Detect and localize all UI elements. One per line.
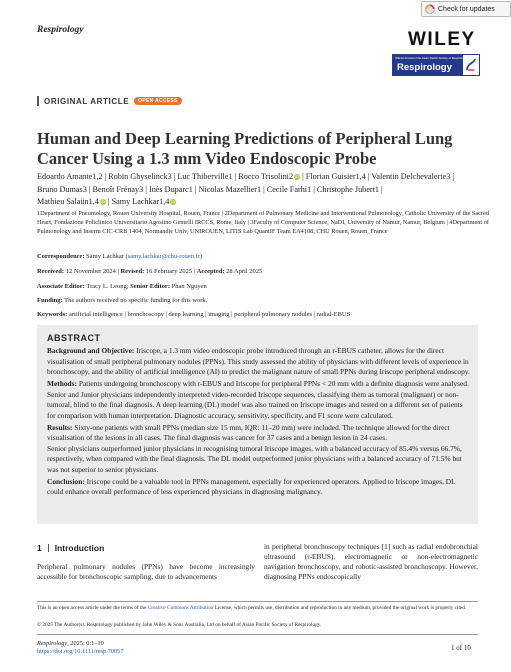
orcid-icon[interactable]: iD (100, 199, 105, 204)
abstract-heading: ABSTRACT (47, 333, 101, 343)
abstract-conclusion: Conclusion: Iriscope could be a valuable tool in PPNs management, especially for experienced operators. Applied to Iriscope images, DL could enhance overall performance of less experienced physicians in diagnosing malignancy. (47, 476, 456, 496)
check-for-updates-badge[interactable] (421, 1, 511, 17)
intro-column-2: in peripheral bronchoscopy techniques [1] such as radial endobronchial ultrasound (r-EBUS), electromagnetic or non-electromagnetic navigation bronchoscopy, and robotic-assisted bronchoscopy. However, diagnosing PPNs endoscopically (264, 542, 478, 581)
section-title: Introduction (54, 543, 105, 553)
citation: Respirology, 2025; 0:1–10 https://doi.org/10.1111/resp.70057 (37, 640, 124, 655)
divider (37, 96, 39, 106)
correspondence-email-link[interactable]: samy.lachkar@chu-rouen.fr (127, 253, 201, 260)
authors-line-3: Mathieu Salaün1,4 (37, 197, 99, 206)
editors: Associate Editor: Tracy L. Leong; Senior Editor: Phan Nguyen (37, 283, 207, 290)
authors-line-1-tail: | Florian Guisier1,4 | Valentin Delchevalerie3 | (300, 172, 454, 181)
license-link[interactable]: Creative Commons Attribution (147, 605, 214, 611)
authors-line-2: Bruno Dumas3 | Benoît Frénay3 | Inès Duparc1 | Nicolas Mazellier1 | Cecile Farhi1 | Christophe Jubert1 | (37, 184, 383, 194)
abstract-background: Background and Objective: Iriscope, a 1.3 mm video endoscopic probe introduced through an r-EBUS catheter, allows for the direct visualisation of small peripheral pulmonary nodules (PPNs). This study assessed the ability of physicians with different levels of experience in bronchoscopy, and the ability of artificial intelligence (AI) to predict the malignant nature of small PPNs during Iriscope peripheral endoscopy. (47, 346, 470, 376)
publisher-logo: WILEY (408, 29, 476, 50)
abstract-results-2: Senior physicians outperformed junior physicians in recognising tumoral Iriscope images, with a balanced accuracy of 85.4% versus 66.7%, respectively, when compared with the final diagnosis. The DL model outperformed junior physicians with a balanced accuracy of 71.5% but was not superior to senior physicians. (47, 443, 462, 474)
article-title (37, 129, 477, 169)
respirology-journal-logo (392, 54, 480, 76)
article-dates: Received: 12 November 2024 | Revised: 16 February 2025 | Accepted: 28 April 2025 (37, 268, 263, 275)
article-type-row (37, 96, 182, 106)
keywords: Keywords: artificial intelligence | bronchoscopy | deep learning | imaging | peripheral pulmonary nodules | radial-EBUS (37, 311, 351, 318)
footer-divider (37, 601, 478, 602)
section-number: 1 (37, 543, 42, 553)
license-note: This is an open access article under the terms of the Creative Commons Attribution License, which permits use, distribution and reproduction in any medium, provided the original work is properly cited. (37, 605, 467, 611)
logo-title: Respirology (397, 62, 452, 73)
authors-line-3-tail: | Samy Lachkar1,4 (105, 197, 170, 206)
open-access-badge: OPEN ACCESS (134, 97, 182, 105)
check-for-updates-label: Check for updates (438, 5, 495, 13)
affiliations: 1Department of Pneumology, Rouen University Hospital, Rouen, France | 2Department of Pulmonary Medicine and Interventional Pulmonology, Catholic University of the Sacred Heart, Fondazione Policlinico Universitario Agostino Gemelli IRCCS, Rome, Italy | 3Faculty of Computer Science, NaDI, University of Namur, Namur, Belgium | 4Department of Pulmonology and Inserm CIC-CRB 1404, Normandie Univ, UNIROUEN, LITIS Lab QuantIF Team EA4108, CHU Rouen, Rouen, France (37, 210, 489, 235)
bottom-divider (37, 634, 478, 635)
copyright-note: © 2025 The Author(s). Respirology published by John Wiley & Sons Australia, Ltd on behalf of Asian Pacific Society of Respirology. (37, 622, 322, 628)
title-line-2: Cancer Using a 1.3 mm Video Endoscopic Probe (37, 149, 377, 168)
abstract-box (37, 325, 478, 524)
author-list (37, 171, 497, 209)
page-number: 1 of 10 (451, 644, 471, 652)
orcid-icon[interactable]: iD (171, 199, 176, 204)
abstract-methods: Methods: Patients undergoing bronchoscopy with r-EBUS and Iriscope for peripheral PPNs < 20 mm with a definite diagnosis were analysed. Senior and Junior physicians independently interpreted video-recorded Iriscope sequences, classifying them as tumoral (malignant) or non-tumoral, blind to the final diagnosis. A deep learning (DL) model was also trained on Iriscope images and tested on a different set of patients for comparison with human interpretation. Diagnostic accuracy, sensitivity, specificity, and F1 score were calculated. (47, 379, 469, 420)
logo-subtitle: Official Journal of the Asian Pacific Society of Respirology (395, 56, 467, 60)
title-line-1: Human and Deep Learning Predictions of Peripheral Lung (37, 129, 453, 148)
doi-link[interactable]: https://doi.org/10.1111/resp.70057 (37, 648, 124, 655)
correspondence: Correspondence: Samy Lachkar (samy.lachkar@chu-rouen.fr) (37, 253, 203, 260)
orcid-icon[interactable]: iD (295, 174, 299, 179)
authors-line-1: Edoardo Amante1,2 | Robin Ghyselinck3 | Luc Thiberville1 | Rocco Trisolini2 (37, 172, 294, 181)
article-type: ORIGINAL ARTICLE (44, 96, 130, 106)
funding: Funding: The authors received no specific funding for this work. (37, 297, 208, 304)
intro-column-1: Peripheral pulmonary nodules (PPNs) have become increasingly accessible for bronchoscopic sampling, due to advancements (37, 562, 255, 581)
society-emblem-icon (465, 57, 477, 72)
check-updates-icon (425, 4, 435, 14)
section-heading-introduction (37, 543, 104, 553)
abstract-results: Results: Sixty-one patients with small PPNs (median size 15 mm, IQR: 11–20 mm) were included. The technique allowed for the direct visualisation of the lesions in all cases. The final diagnosis was cancer for 37 cases and a benign lesion in 24 cases. (47, 422, 450, 442)
journal-name: Respirology (37, 25, 84, 35)
